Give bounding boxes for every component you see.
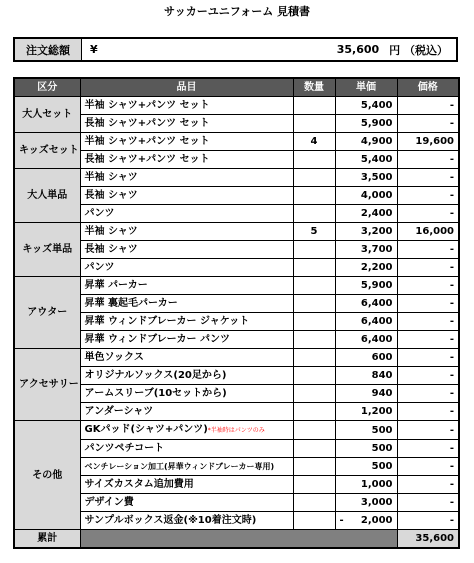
category-cell: 大人単品 — [14, 169, 80, 223]
item-cell — [80, 385, 293, 403]
quantity-cell[interactable] — [293, 421, 335, 440]
price-cell: - — [397, 494, 459, 512]
table-row — [14, 277, 459, 295]
table-row — [14, 494, 459, 512]
header-category: 区分 — [14, 78, 80, 97]
item-cell — [80, 241, 293, 259]
unit-price-cell: 4,000 — [335, 187, 397, 205]
price-cell: 16,000 — [397, 223, 459, 241]
item-cell — [80, 169, 293, 187]
unit-price-cell: 6,400 — [335, 295, 397, 313]
quantity-cell[interactable] — [293, 385, 335, 403]
price-cell: - — [397, 187, 459, 205]
unit-price-value: 2,000 — [360, 515, 393, 526]
table-row — [14, 205, 459, 223]
item-cell — [80, 313, 293, 331]
page-title: サッカーユニフォーム 見積書 — [163, 5, 311, 18]
table-row — [14, 223, 459, 241]
item-name: 半袖 シャツ — [84, 226, 138, 237]
category-cell: その他 — [14, 421, 80, 530]
table-row — [14, 440, 459, 458]
price-cell: - — [397, 476, 459, 494]
price-cell: - — [397, 205, 459, 223]
item-note: *半袖時はパンツのみ — [207, 427, 265, 434]
item-cell — [80, 259, 293, 277]
item-name: パンツペチコート — [84, 443, 165, 454]
unit-price-cell: 5,400 — [335, 151, 397, 169]
quantity-cell[interactable] — [293, 241, 335, 259]
unit-price-cell: 500 — [335, 421, 397, 440]
category-cell: 大人セット — [14, 97, 80, 133]
price-cell: 19,600 — [397, 133, 459, 151]
item-name: サンプルボックス返金(※10着注文時) — [84, 515, 257, 526]
unit-price-cell: 5,400 — [335, 97, 397, 115]
item-name: サイズカスタム追加費用 — [84, 479, 194, 490]
table-row — [14, 259, 459, 277]
item-cell — [80, 223, 293, 241]
table-row — [14, 187, 459, 205]
unit-price-cell — [335, 512, 397, 530]
unit-price-cell: 5,900 — [335, 115, 397, 133]
item-name: パンツ — [84, 208, 115, 219]
unit-price-cell: 3,500 — [335, 169, 397, 187]
unit-price-cell: 3,200 — [335, 223, 397, 241]
category-cell: アクセサリー — [14, 349, 80, 421]
header-quantity: 数量 — [293, 78, 335, 97]
unit-price-cell: 600 — [335, 349, 397, 367]
item-name: 半袖 シャツ+パンツ セット — [84, 100, 210, 111]
table-row — [14, 151, 459, 169]
item-name: オリジナルソックス(20足から) — [84, 370, 227, 381]
category-cell: キッズセット — [14, 133, 80, 169]
quantity-cell[interactable] — [293, 367, 335, 385]
table-row — [14, 403, 459, 421]
item-cell — [80, 295, 293, 313]
price-cell: - — [397, 421, 459, 440]
unit-price-cell: 4,900 — [335, 133, 397, 151]
quantity-cell[interactable] — [293, 295, 335, 313]
category-cell: キッズ単品 — [14, 223, 80, 277]
order-total-amount: 35,600 — [336, 43, 380, 56]
item-name: 単色ソックス — [84, 352, 144, 363]
price-cell: - — [397, 313, 459, 331]
estimate-table — [13, 77, 460, 549]
item-cell — [80, 421, 293, 440]
table-row — [14, 367, 459, 385]
item-name: アンダーシャツ — [84, 406, 154, 417]
price-cell: - — [397, 349, 459, 367]
item-cell — [80, 331, 293, 349]
table-row — [14, 295, 459, 313]
item-cell — [80, 151, 293, 169]
item-cell — [80, 440, 293, 458]
item-name: 半袖 シャツ+パンツ セット — [84, 136, 210, 147]
price-cell: - — [397, 241, 459, 259]
unit-price-cell: 3,700 — [335, 241, 397, 259]
quantity-cell[interactable] — [293, 115, 335, 133]
quantity-cell[interactable] — [293, 187, 335, 205]
item-name: 昇華 パーカー — [84, 280, 148, 291]
estimate-body — [14, 97, 459, 549]
sum-label: 累計 — [14, 530, 80, 549]
table-row — [14, 349, 459, 367]
quantity-cell[interactable]: 5 — [293, 223, 335, 241]
item-name: デザイン費 — [84, 497, 134, 508]
quantity-cell[interactable] — [293, 169, 335, 187]
unit-price-cell: 500 — [335, 458, 397, 476]
unit-price-cell: 840 — [335, 367, 397, 385]
negative-sign: - — [339, 515, 344, 526]
unit-price-cell: 2,200 — [335, 259, 397, 277]
quantity-cell[interactable] — [293, 151, 335, 169]
sum-spacer — [80, 530, 397, 549]
item-name: 長袖 シャツ+パンツ セット — [84, 118, 210, 129]
price-cell: - — [397, 115, 459, 133]
unit-price-cell: 940 — [335, 385, 397, 403]
price-cell: - — [397, 277, 459, 295]
unit-price-cell: 6,400 — [335, 331, 397, 349]
table-row — [14, 313, 459, 331]
item-cell — [80, 494, 293, 512]
quantity-cell[interactable] — [293, 205, 335, 223]
item-name: パンツ — [84, 262, 115, 273]
price-cell: - — [397, 295, 459, 313]
order-total-value — [82, 39, 456, 60]
item-cell — [80, 97, 293, 115]
table-row — [14, 421, 459, 440]
item-cell — [80, 115, 293, 133]
header-unit-price: 単価 — [335, 78, 397, 97]
unit-price-cell: 3,000 — [335, 494, 397, 512]
sum-total: 35,600 — [397, 530, 459, 549]
quantity-cell[interactable] — [293, 440, 335, 458]
table-row — [14, 169, 459, 187]
header-price: 価格 — [397, 78, 459, 97]
item-name: 長袖 シャツ — [84, 190, 138, 201]
category-cell: アウター — [14, 277, 80, 349]
item-cell — [80, 458, 293, 476]
quantity-cell[interactable] — [293, 313, 335, 331]
item-name: 長袖 シャツ — [84, 244, 138, 255]
table-row — [14, 458, 459, 476]
quantity-cell[interactable] — [293, 512, 335, 530]
item-name: GKパッド(シャツ+パンツ) — [84, 424, 208, 435]
quantity-cell[interactable] — [293, 476, 335, 494]
price-cell: - — [397, 151, 459, 169]
item-name: 昇華 ウィンドブレーカー ジャケット — [84, 316, 250, 327]
order-total-unit: 円 （税込） — [389, 43, 448, 57]
table-header-row — [14, 78, 459, 97]
item-name: 長袖 シャツ+パンツ セット — [84, 154, 210, 165]
table-row — [14, 385, 459, 403]
quantity-cell[interactable] — [293, 349, 335, 367]
table-row — [14, 115, 459, 133]
unit-price-cell: 2,400 — [335, 205, 397, 223]
price-cell: - — [397, 512, 459, 530]
quantity-cell[interactable] — [293, 458, 335, 476]
table-row — [14, 133, 459, 151]
item-cell — [80, 403, 293, 421]
price-cell: - — [397, 169, 459, 187]
item-cell — [80, 349, 293, 367]
item-name: 昇華 裏起毛パーカー — [84, 298, 178, 309]
table-row — [14, 97, 459, 115]
item-cell — [80, 187, 293, 205]
table-row — [14, 476, 459, 494]
quantity-cell[interactable] — [293, 277, 335, 295]
quantity-cell[interactable] — [293, 331, 335, 349]
yen-symbol: ¥ — [90, 43, 98, 56]
order-total-label: 注文総額 — [15, 39, 82, 60]
item-cell — [80, 205, 293, 223]
table-row — [14, 331, 459, 349]
quantity-cell[interactable] — [293, 494, 335, 512]
quantity-cell[interactable] — [293, 403, 335, 421]
unit-price-cell: 1,200 — [335, 403, 397, 421]
unit-price-cell: 5,900 — [335, 277, 397, 295]
item-name: ベンチレーション加工(昇華ウィンドブレーカー専用) — [84, 462, 275, 471]
price-cell: - — [397, 385, 459, 403]
quantity-cell[interactable]: 4 — [293, 133, 335, 151]
price-cell: - — [397, 458, 459, 476]
item-cell — [80, 277, 293, 295]
order-total-box — [13, 37, 458, 62]
price-cell: - — [397, 97, 459, 115]
unit-price-cell: 500 — [335, 440, 397, 458]
header-item: 品目 — [80, 78, 293, 97]
price-cell: - — [397, 440, 459, 458]
price-cell: - — [397, 367, 459, 385]
item-cell — [80, 367, 293, 385]
table-row — [14, 512, 459, 530]
price-cell: - — [397, 259, 459, 277]
unit-price-cell: 1,000 — [335, 476, 397, 494]
item-name: 半袖 シャツ — [84, 172, 138, 183]
unit-price-cell: 6,400 — [335, 313, 397, 331]
quantity-cell[interactable] — [293, 97, 335, 115]
item-cell — [80, 512, 293, 530]
item-name: 昇華 ウィンドブレーカー パンツ — [84, 334, 230, 345]
item-name: アームスリーブ(10セットから) — [84, 388, 227, 399]
sum-row — [14, 530, 459, 549]
quantity-cell[interactable] — [293, 259, 335, 277]
table-row — [14, 241, 459, 259]
price-cell: - — [397, 331, 459, 349]
item-cell — [80, 476, 293, 494]
price-cell: - — [397, 403, 459, 421]
item-cell — [80, 133, 293, 151]
